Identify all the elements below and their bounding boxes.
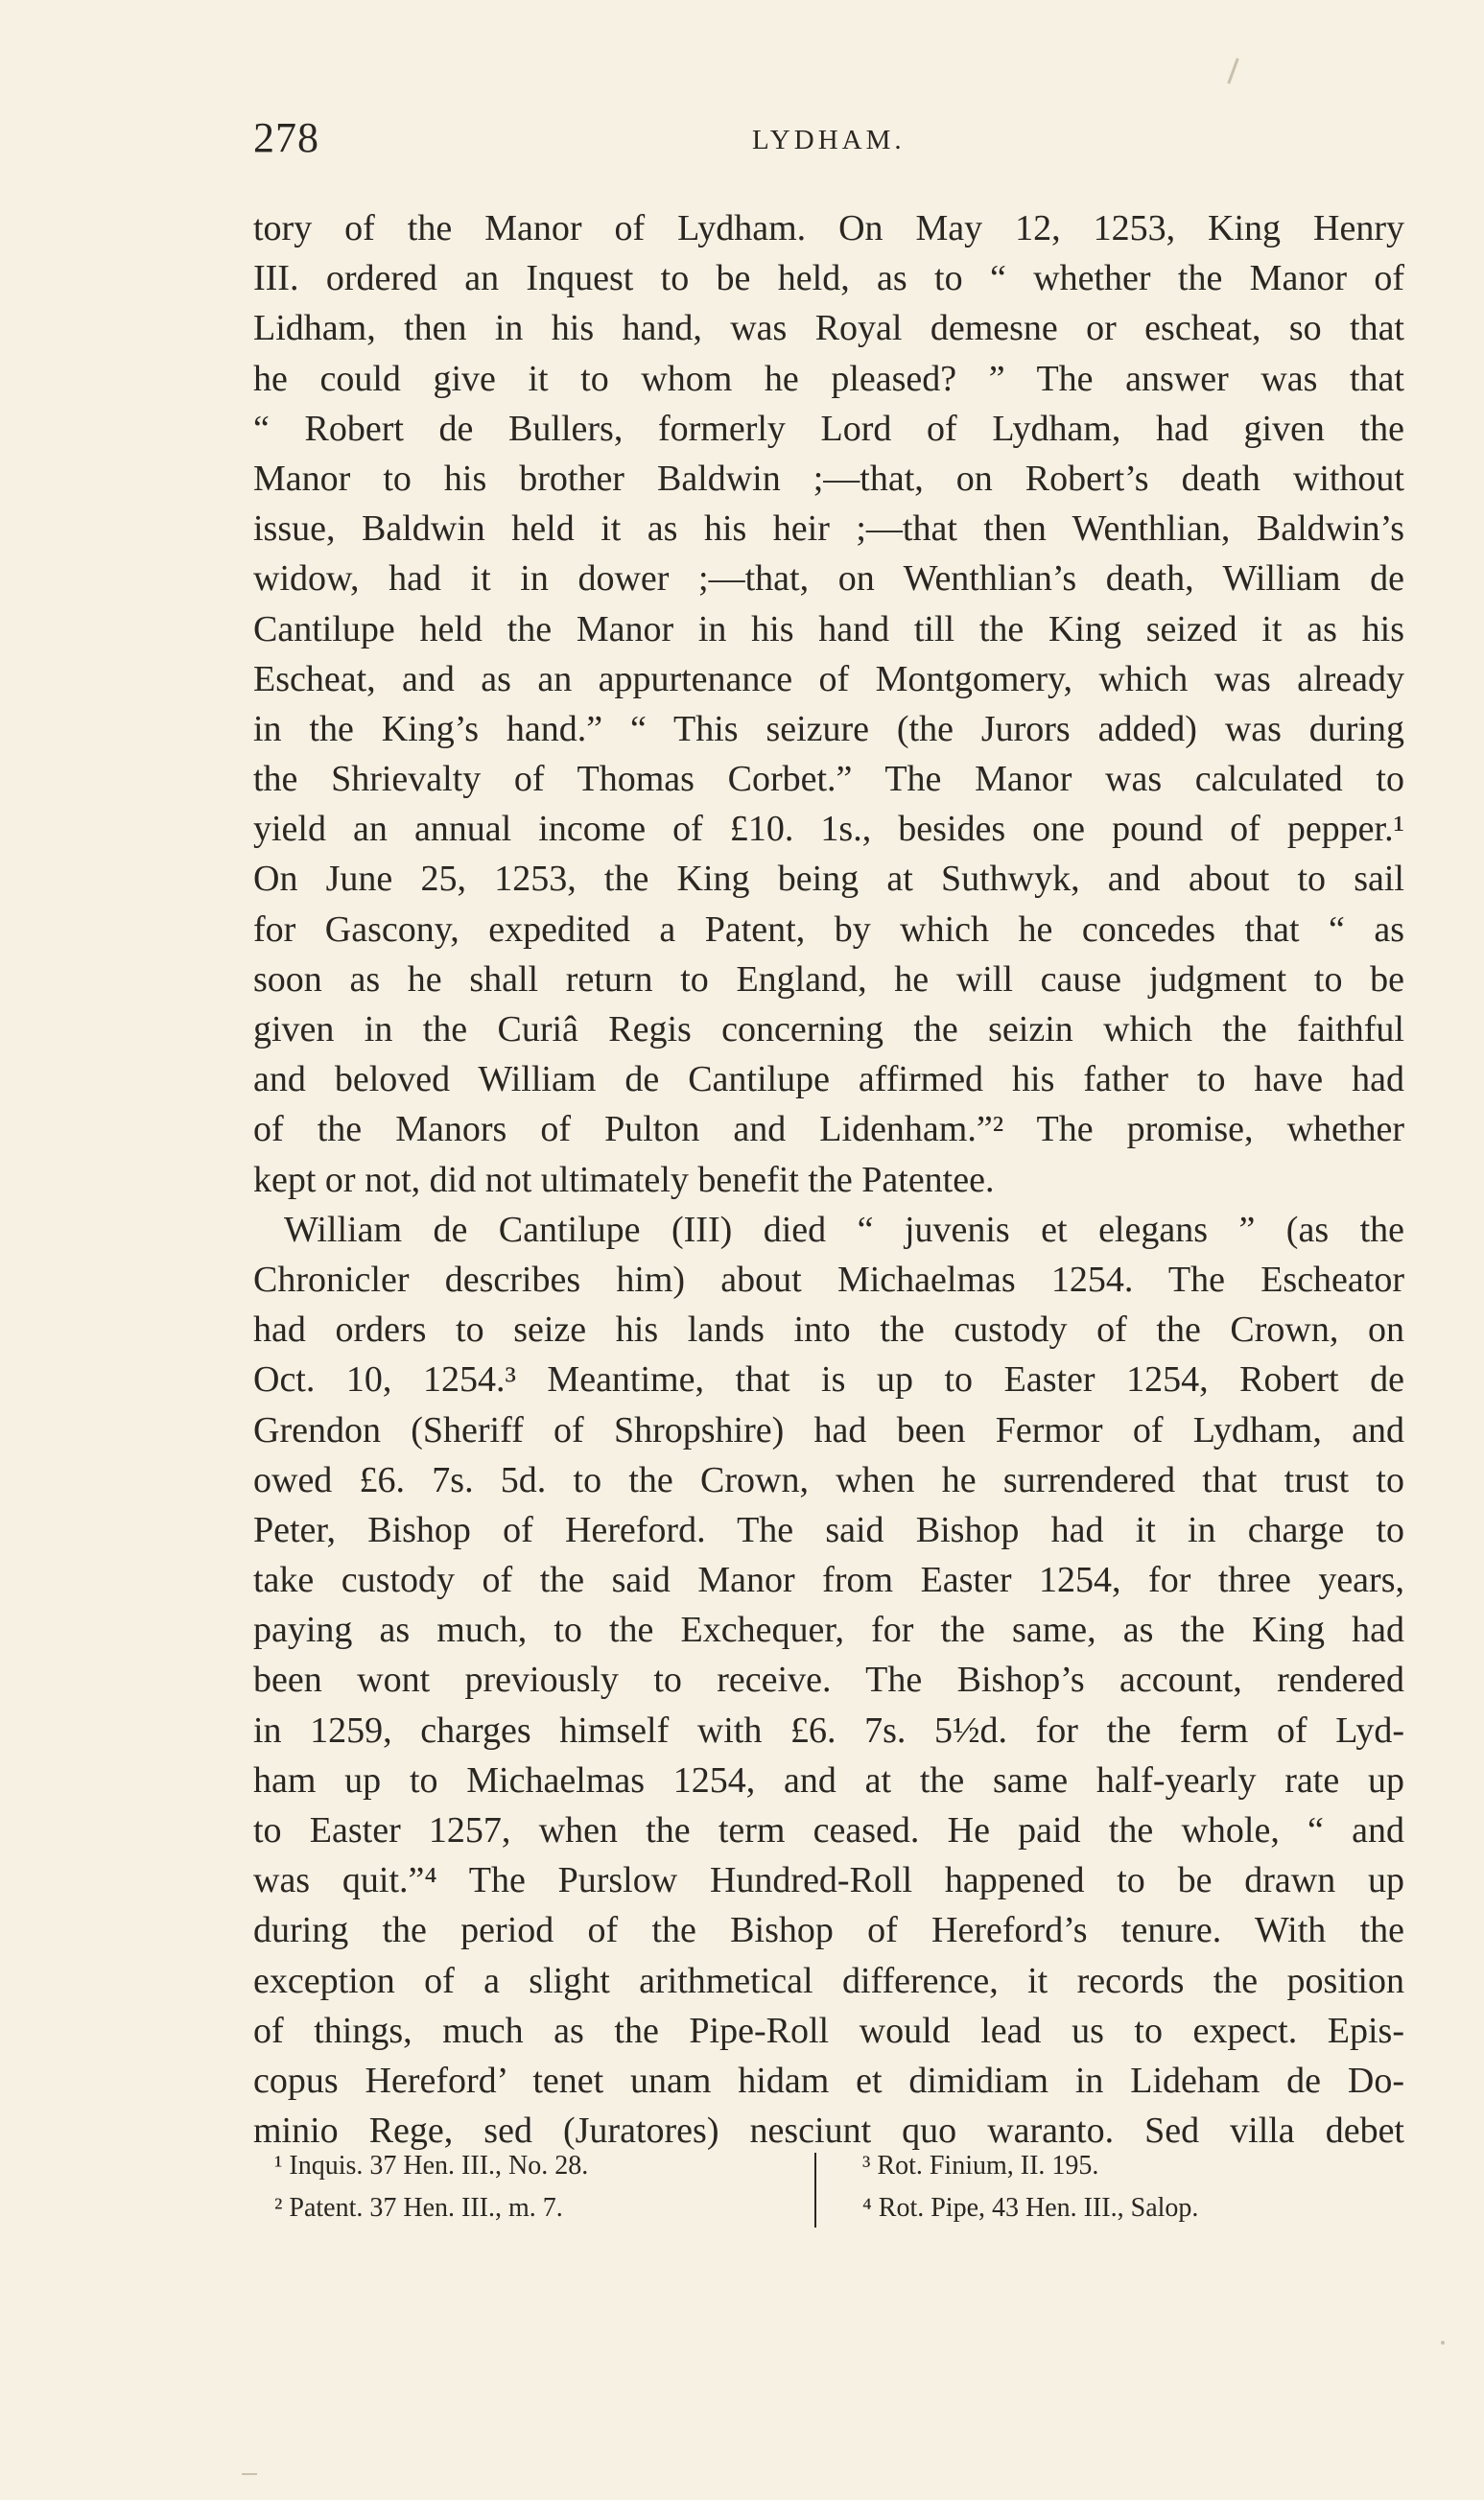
paper-speck xyxy=(242,2473,257,2475)
text-line: in 1259, charges himself with £6. 7s. 5½d. for the ferm of Lyd- xyxy=(253,1710,1404,1751)
text-line: in the King’s hand.” “ This seizure (the Jurors added) was during xyxy=(253,708,1404,749)
text-line: take custody of the said Manor from Easter 1254, for three years, xyxy=(253,1560,1404,1601)
text-line: he could give it to whom he pleased? ” The answer was that xyxy=(253,358,1404,399)
footnote: ² Patent. 37 Hen. III., m. 7. xyxy=(274,2193,563,2223)
page-header xyxy=(253,113,1404,171)
text-line: issue, Baldwin held it as his heir ;—that then Wenthlian, Baldwin’s xyxy=(253,508,1404,550)
text-line: copus Hereford’ tenet unam hidam et dimidiam in Lideham de Do- xyxy=(253,2060,1404,2101)
footnote: ⁴ Rot. Pipe, 43 Hen. III., Salop. xyxy=(862,2193,1199,2223)
paper-speck xyxy=(1227,58,1238,83)
text-line: of things, much as the Pipe-Roll would lead us to expect. Epis- xyxy=(253,2010,1404,2051)
text-line: kept or not, did not ultimately benefit the Patentee. xyxy=(253,1159,995,1200)
text-line: the Shrievalty of Thomas Corbet.” The Manor was calculated to xyxy=(253,759,1404,800)
text-line: Manor to his brother Baldwin ;—that, on Robert’s death without xyxy=(253,458,1404,499)
text-line: widow, had it in dower ;—that, on Wenthlian’s death, William de xyxy=(253,558,1404,600)
text-line: ham up to Michaelmas 1254, and at the same half-yearly rate up xyxy=(253,1759,1404,1801)
text-line: tory of the Manor of Lydham. On May 12, 1253, King Henry xyxy=(253,208,1404,248)
text-line: given in the Curiâ Regis concerning the seizin which the faithful xyxy=(253,1009,1404,1050)
footnote-divider xyxy=(814,2153,816,2228)
text-line: minio Rege, sed (Juratores) nesciunt quo waranto. Sed villa debet xyxy=(253,2111,1404,2152)
text-line: Escheat, and as an appurtenance of Montgomery, which was already xyxy=(253,658,1404,699)
page-number: 278 xyxy=(253,114,319,161)
text-line: to Easter 1257, when the term ceased. He paid the whole, “ and xyxy=(253,1810,1404,1851)
text-line: exception of a slight arithmetical difference, it records the position xyxy=(253,1960,1404,2001)
running-head: LYDHAM. xyxy=(752,125,906,155)
text-line: paying as much, to the Exchequer, for the same, as the King had xyxy=(253,1610,1404,1651)
text-line: owed £6. 7s. 5d. to the Crown, when he surrendered that trust to xyxy=(253,1459,1404,1500)
text-line: Grendon (Sheriff of Shropshire) had been Fermor of Lydham, and xyxy=(253,1409,1404,1450)
text-line: On June 25, 1253, the King being at Suthwyk, and about to sail xyxy=(253,859,1404,900)
paper-speck xyxy=(1441,2341,1445,2345)
text-line: William de Cantilupe (III) died “ juvenis et elegans ” (as the xyxy=(284,1209,1404,1250)
body-text xyxy=(253,203,1404,2156)
text-line: for Gascony, expedited a Patent, by which he concedes that “ as xyxy=(253,908,1404,950)
text-line: Cantilupe held the Manor in his hand till the King seized it as his xyxy=(253,608,1404,649)
footnotes-right-column xyxy=(862,2145,1400,2229)
footnotes xyxy=(253,2145,1404,2231)
text-line: III. ordered an Inquest to be held, as to “ whether the Manor of xyxy=(253,258,1404,299)
text-line: and beloved William de Cantilupe affirmed his father to have had xyxy=(253,1059,1404,1100)
text-line: Chronicler describes him) about Michaelmas 1254. The Escheator xyxy=(253,1259,1404,1300)
footnotes-left-column xyxy=(274,2145,812,2229)
text-line: was quit.”⁴ The Purslow Hundred-Roll happened to be drawn up xyxy=(253,1860,1404,1901)
text-line: Oct. 10, 1254.³ Meantime, that is up to Easter 1254, Robert de xyxy=(253,1359,1404,1401)
text-line: during the period of the Bishop of Hereford’s tenure. With the xyxy=(253,1910,1404,1951)
text-line: “ Robert de Bullers, formerly Lord of Lydham, had given the xyxy=(253,408,1404,449)
text-line: had orders to seize his lands into the custody of the Crown, on xyxy=(253,1309,1404,1351)
text-line: been wont previously to receive. The Bishop’s account, rendered xyxy=(253,1660,1404,1701)
text-line: soon as he shall return to England, he will cause judgment to be xyxy=(253,958,1404,1000)
text-line: of the Manors of Pulton and Lidenham.”² The promise, whether xyxy=(253,1109,1404,1150)
footnote: ³ Rot. Finium, II. 195. xyxy=(862,2151,1099,2181)
text-line: Peter, Bishop of Hereford. The said Bishop had it in charge to xyxy=(253,1509,1404,1550)
text-line: Lidham, then in his hand, was Royal demesne or escheat, so that xyxy=(253,308,1404,349)
text-line: yield an annual income of £10. 1s., besides one pound of pepper.¹ xyxy=(253,809,1404,850)
footnote: ¹ Inquis. 37 Hen. III., No. 28. xyxy=(274,2151,589,2181)
